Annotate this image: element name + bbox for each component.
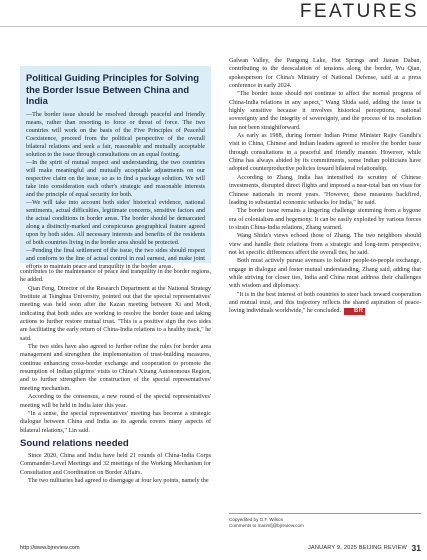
section-subheading: Sound relations needed	[20, 437, 129, 449]
left-column	[20, 268, 211, 485]
article-paragraph: Galwan Valley, the Pangong Lake, Hot Springs and Jianan Daban, contributing to the deescalation of tensions along the border, Wu Qian, spokesperson for China's Ministry of National Defense, said at a press conference in early 2024.	[229, 58, 421, 90]
section-title: FEATURES	[299, 1, 419, 22]
article-paragraph: contributes to the maintenance of peace and tranquility in the border regions, he added.	[20, 269, 211, 284]
article-paragraph: Qian Feng, Director of the Research Department at the National Strategy Institute at Tsinghua University, pointed out that the special representatives' meeting was held soon after the Kazan meeting between Xi and Modi, indicating that both sides are working to resolve the border issue and taking actions to further restore mutual trust. "This is a positive sign the two sides are facilitating the early return of China-India relations to a healthy track," he said.	[20, 285, 211, 342]
footer-url: http://www.bjreview.com	[20, 545, 80, 551]
article-paragraph: The two sides have also agreed to further refine the rules for border area management and strengthen the implementation of trust-building measures, continue enhancing cross-border exchange and cooperation to promote the resumption of Indian pilgrims' visits to China's Xizang Autonomous Region, and to further strengthen the construction of the special representatives' meeting mechanism.	[20, 344, 211, 392]
page-footer	[20, 544, 421, 554]
article-paragraph: The two militaries had agreed to disengage at four key points, namely the	[28, 477, 209, 484]
article-paragraph: According to Zhang, India has intensified its scrutiny of Chinese investments, disrupted direct flights and imposed a near-total ban on visas for Chinese nationals in recent years. "However, these measures backfired, leading to substantial economic setbacks for India," he said.	[229, 174, 421, 206]
copyedit-credit: Copyedited by G.F. Wilson	[229, 517, 284, 522]
box-title: Political Guiding Principles for Solving the Border Issue Between China and India	[26, 72, 199, 106]
article-paragraph: As early as 1988, during former Indian Prime Minister Rajiv Gandhi's visit to China, Chinese and Indian leaders agreed to resolve the border issue through consultations in a peaceful and friendly manner. However, while China has always abided by its commitments, some Indian politicians have adopted counterproductive policies toward bilateral relationship.	[229, 133, 421, 173]
box-item: —We will take into account both sides' historical evidence, national sentiments, actual difficulties, legitimate concerns, sensitive factors and the actual conditions in border areas. The border should be demarcated along a distinctly-marked and conspicuous geographical feature agreed upon by both sides. All necessary interests and benefits of the residents of both countries living in the border area should be protected.	[26, 199, 205, 246]
article-paragraph: "In a sense, the special representatives' meeting has become a strategic dialogue between China and India as its agenda covers many aspects of bilateral relations," Lin said.	[20, 410, 211, 434]
right-column	[229, 57, 421, 316]
box-item: —In the spirit of mutual respect and understanding, the two countries will make meaningful and mutually acceptable adjustments on our respective claim on the issue, so as to find a package solution. We will take into consideration each other's strategic and reasonable interests and the principle of equal security for both.	[26, 159, 205, 198]
page-header	[0, 0, 427, 27]
box-item: —Pending the final settlement of the issue, the two sides should respect and conform to the line of actual control in real earnest, and make joint efforts to maintain peace and tranquility in the border areas.	[26, 247, 205, 270]
final-paragraph-text: "It is in the best interest of both countries to steer back toward cooperation and mutual trust, and this trajectory reflects the shared aspiration of peace-loving individuals worldwide," he concluded.	[229, 291, 421, 315]
comments-contact: Comments to marimfj@bjreview.com	[229, 523, 304, 528]
br-end-mark-icon: BR	[344, 308, 365, 315]
credits	[229, 513, 421, 529]
article-paragraph: The border issue remains a lingering challenge stemming from a bygone era of colonialism and hegemony. It can be easily exploited by various forces to strain China-India relations, Zhang warned.	[229, 208, 421, 231]
box-item: —The border issue should be resolved through peaceful and friendly means, rather than resorting to force or threat of force. The two countries will work on the basis of the Five Principles of Peaceful Coexistence, proceed from the political perspective of the overall bilateral relations and seek a fair, reasonable and mutually acceptable solution to the issue through consultations on an equal footing.	[26, 111, 205, 158]
article-paragraph-final	[229, 291, 421, 316]
article-paragraph: Since 2020, China and India have held 21 rounds of China-India Corps Commander-Level Meetings and 32 meetings of the Working Mechanism for Consultation and Coordination on Border Affairs.	[20, 452, 211, 476]
principles-box	[20, 66, 211, 270]
footer-issue-date: JANUARY 9, 2025 BEIJING REVIEW	[307, 545, 407, 551]
article-paragraph: Wang Shida's views echoed those of Zhang. The two neighbors should view and handle their relations from a strategic and long-term perspective, not let specific differences affect the overall ties, he said.	[229, 233, 421, 256]
article-paragraph: According to the consensus, a new round of the special representatives' meeting will be held in India later this year.	[20, 394, 211, 409]
article-paragraph: "The border issue should not continue to affect the normal progress of China-India relations in any aspect," Wang Shida said, adding the issue is highly sensitive because it involves historical perceptions, national sovereignty and the integrity of sovereignty, and the process of its resolution has not been straightforward.	[229, 91, 421, 131]
page-number: 31	[411, 543, 421, 553]
article-paragraph: Both must actively pursue avenues to bolster people-to-people exchange, engage in dialogue and foster mutual understanding, Zhang said, adding that while striving for closer ties, India and China must address their challenges with wisdom and diplomacy.	[229, 258, 421, 290]
